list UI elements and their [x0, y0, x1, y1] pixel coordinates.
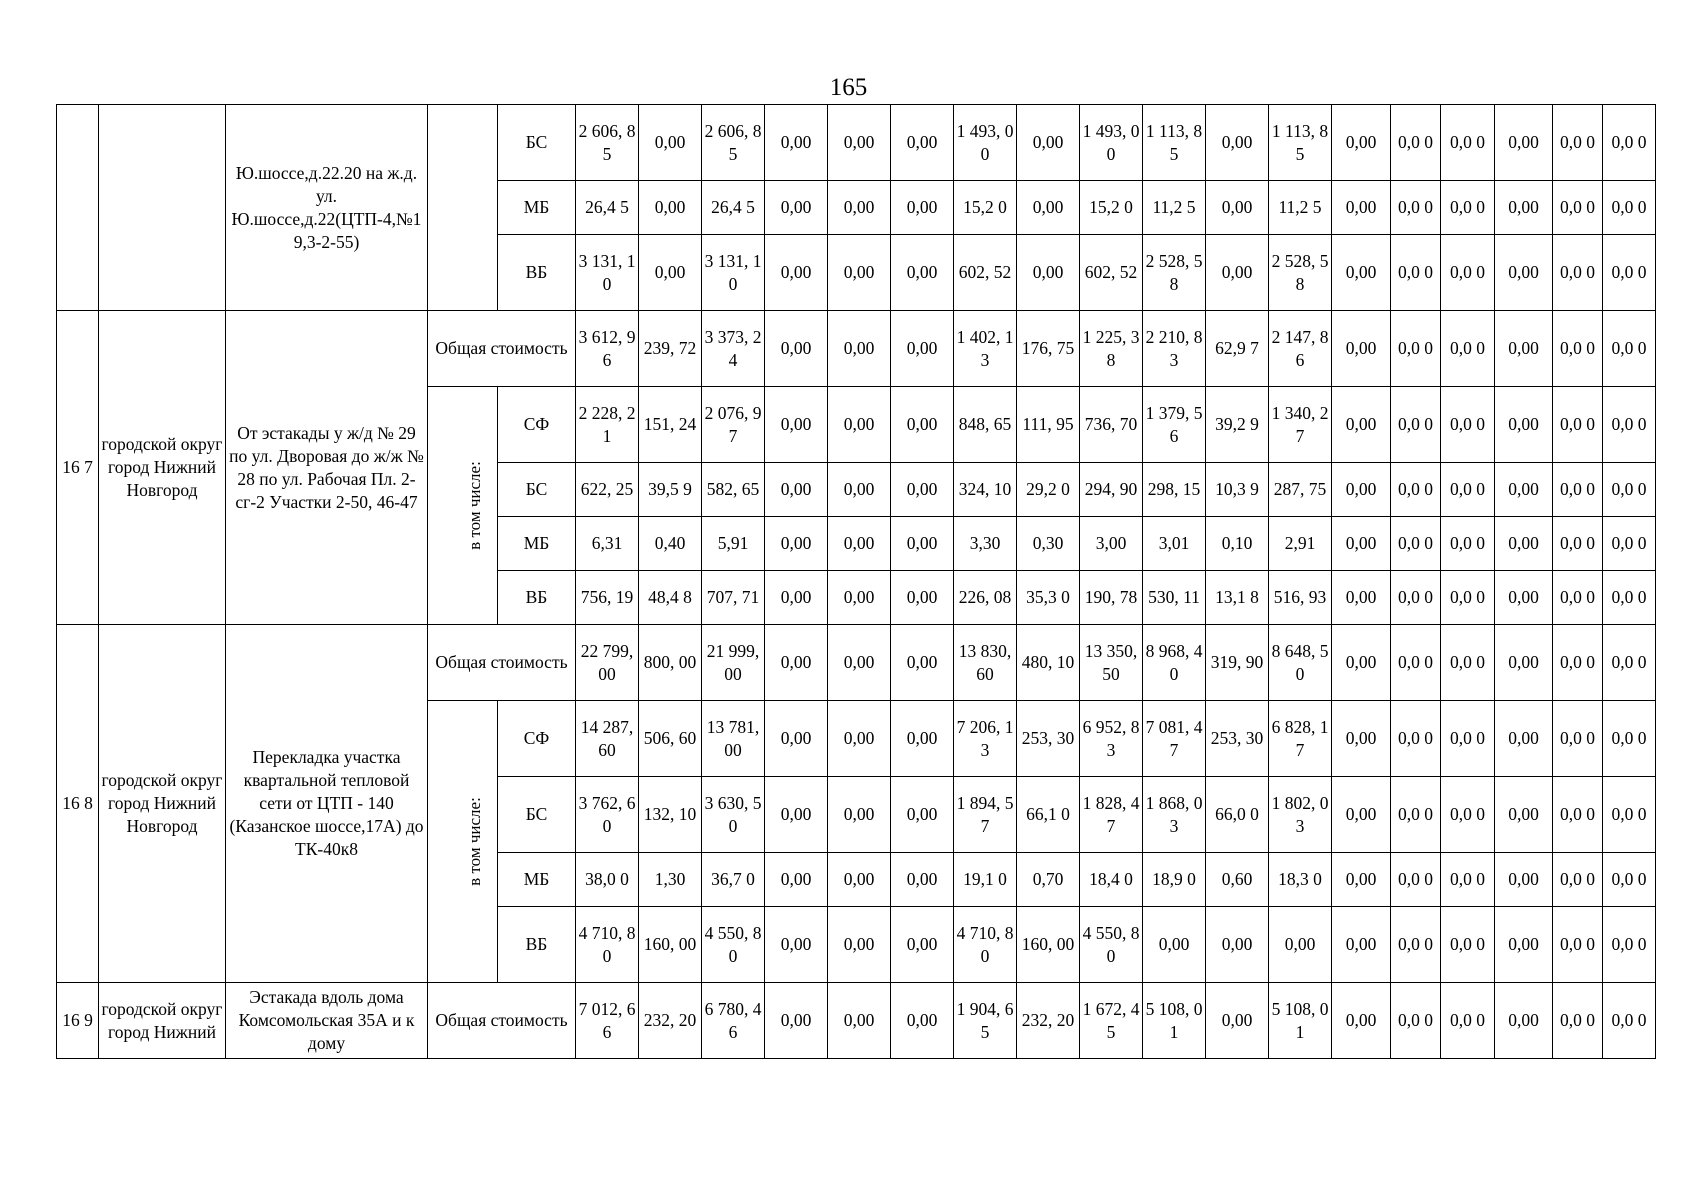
value-cell: 0,0 0: [1441, 387, 1495, 463]
value-cell: 0,00: [1332, 235, 1391, 311]
value-cell: 0,00: [1495, 983, 1553, 1059]
value-cell: 1 225, 38: [1080, 311, 1143, 387]
value-cell: 0,00: [1495, 777, 1553, 853]
value-cell: 3 762, 60: [576, 777, 639, 853]
value-cell: 298, 15: [1143, 463, 1206, 517]
value-cell: 707, 71: [702, 571, 765, 625]
value-cell: 0,60: [1206, 853, 1269, 907]
value-cell: 1 894, 57: [954, 777, 1017, 853]
value-cell: 39,2 9: [1206, 387, 1269, 463]
value-cell: 848, 65: [954, 387, 1017, 463]
value-cell: 0,00: [1332, 463, 1391, 517]
value-cell: 0,0 0: [1391, 853, 1441, 907]
value-cell: 1 113, 85: [1269, 105, 1332, 181]
value-cell: 0,0 0: [1553, 907, 1603, 983]
value-cell: 22 799, 00: [576, 625, 639, 701]
object-description: Эстакада вдоль дома Комсомольская 35А и к дому: [226, 983, 428, 1059]
value-cell: 0,0 0: [1603, 571, 1656, 625]
value-cell: 38,0 0: [576, 853, 639, 907]
value-cell: 160, 00: [639, 907, 702, 983]
value-cell: 0,0 0: [1391, 625, 1441, 701]
value-cell: 0,40: [639, 517, 702, 571]
value-cell: 132, 10: [639, 777, 702, 853]
value-cell: 0,0 0: [1603, 625, 1656, 701]
value-cell: 0,00: [1332, 311, 1391, 387]
value-cell: 0,00: [1495, 853, 1553, 907]
value-cell: 0,0 0: [1553, 105, 1603, 181]
value-cell: 0,0 0: [1603, 463, 1656, 517]
value-cell: 1,30: [639, 853, 702, 907]
value-cell: 530, 11: [1143, 571, 1206, 625]
value-cell: 0,0 0: [1553, 701, 1603, 777]
value-cell: 319, 90: [1206, 625, 1269, 701]
page-number: 165: [829, 74, 868, 101]
value-cell: 1 402, 13: [954, 311, 1017, 387]
value-cell: 0,0 0: [1441, 463, 1495, 517]
value-cell: 36,7 0: [702, 853, 765, 907]
value-cell: 13 781, 00: [702, 701, 765, 777]
total-label: Общая стоимость: [428, 983, 576, 1059]
funding-source: МБ: [498, 517, 576, 571]
value-cell: 0,0 0: [1391, 387, 1441, 463]
value-cell: 4 550, 80: [702, 907, 765, 983]
value-cell: 0,00: [765, 105, 828, 181]
value-cell: 0,0 0: [1391, 181, 1441, 235]
municipality-cell: городской округ город Нижний Новгород: [99, 625, 226, 983]
value-cell: 0,0 0: [1441, 517, 1495, 571]
value-cell: 1 868, 03: [1143, 777, 1206, 853]
value-cell: 0,00: [891, 701, 954, 777]
value-cell: 0,00: [1495, 387, 1553, 463]
value-cell: 294, 90: [1080, 463, 1143, 517]
value-cell: 0,00: [828, 181, 891, 235]
value-cell: 8 648, 50: [1269, 625, 1332, 701]
value-cell: 0,0 0: [1553, 235, 1603, 311]
value-cell: 1 802, 03: [1269, 777, 1332, 853]
value-cell: 0,0 0: [1441, 701, 1495, 777]
value-cell: 602, 52: [1080, 235, 1143, 311]
value-cell: 239, 72: [639, 311, 702, 387]
value-cell: 0,0 0: [1441, 235, 1495, 311]
value-cell: 0,0 0: [1391, 983, 1441, 1059]
value-cell: 3 131, 10: [702, 235, 765, 311]
value-cell: 287, 75: [1269, 463, 1332, 517]
table-row: [57, 983, 1656, 1059]
value-cell: 11,2 5: [1269, 181, 1332, 235]
value-cell: 1 379, 56: [1143, 387, 1206, 463]
value-cell: 0,00: [765, 907, 828, 983]
value-cell: 0,00: [1332, 181, 1391, 235]
value-cell: 3 630, 50: [702, 777, 765, 853]
value-cell: 0,00: [828, 701, 891, 777]
value-cell: 0,00: [1332, 983, 1391, 1059]
value-cell: 582, 65: [702, 463, 765, 517]
value-cell: 4 710, 80: [576, 907, 639, 983]
value-cell: 18,3 0: [1269, 853, 1332, 907]
value-cell: 0,00: [828, 571, 891, 625]
value-cell: 1 672, 45: [1080, 983, 1143, 1059]
value-cell: 19,1 0: [954, 853, 1017, 907]
value-cell: 480, 10: [1017, 625, 1080, 701]
total-label: Общая стоимость: [428, 625, 576, 701]
value-cell: 0,0 0: [1603, 907, 1656, 983]
value-cell: 7 012, 66: [576, 983, 639, 1059]
value-cell: 6 952, 83: [1080, 701, 1143, 777]
funding-source: МБ: [498, 181, 576, 235]
value-cell: 0,0 0: [1553, 571, 1603, 625]
value-cell: 2 210, 83: [1143, 311, 1206, 387]
value-cell: 0,00: [828, 517, 891, 571]
value-cell: 0,0 0: [1441, 105, 1495, 181]
value-cell: 0,00: [891, 907, 954, 983]
value-cell: 5 108, 01: [1269, 983, 1332, 1059]
municipality-cell: городской округ город Нижний Новгород: [99, 311, 226, 625]
value-cell: 21 999, 00: [702, 625, 765, 701]
value-cell: 0,00: [1495, 571, 1553, 625]
value-cell: 190, 78: [1080, 571, 1143, 625]
value-cell: 151, 24: [639, 387, 702, 463]
value-cell: 0,0 0: [1391, 463, 1441, 517]
value-cell: 18,4 0: [1080, 853, 1143, 907]
value-cell: 506, 60: [639, 701, 702, 777]
value-cell: 2 528, 58: [1269, 235, 1332, 311]
value-cell: 0,00: [1332, 571, 1391, 625]
value-cell: 0,0 0: [1553, 517, 1603, 571]
value-cell: 3 131, 10: [576, 235, 639, 311]
value-cell: 176, 75: [1017, 311, 1080, 387]
value-cell: 11,2 5: [1143, 181, 1206, 235]
object-description: Ю.шоссе,д.22.20 на ж.д. ул. Ю.шоссе,д.22(ЦТП-4,№19,3-2-55): [226, 105, 428, 311]
including-label: [428, 701, 498, 983]
value-cell: 0,00: [765, 853, 828, 907]
value-cell: 0,00: [828, 311, 891, 387]
value-cell: 0,00: [639, 105, 702, 181]
value-cell: 13 350, 50: [1080, 625, 1143, 701]
value-cell: 0,00: [1332, 387, 1391, 463]
value-cell: 0,00: [1332, 907, 1391, 983]
row-number: 16 9: [57, 983, 99, 1059]
value-cell: 0,00: [891, 853, 954, 907]
value-cell: 6 828, 17: [1269, 701, 1332, 777]
value-cell: 0,0 0: [1603, 983, 1656, 1059]
value-cell: 0,00: [1269, 907, 1332, 983]
municipality-cell: городской округ город Нижний: [99, 983, 226, 1059]
value-cell: 0,0 0: [1391, 571, 1441, 625]
value-cell: 0,00: [765, 463, 828, 517]
value-cell: 0,00: [765, 571, 828, 625]
value-cell: 0,0 0: [1441, 777, 1495, 853]
municipality-cell: [99, 105, 226, 311]
value-cell: 0,00: [828, 105, 891, 181]
value-cell: 0,00: [1495, 701, 1553, 777]
value-cell: 0,00: [828, 983, 891, 1059]
value-cell: 0,00: [891, 571, 954, 625]
including-label-text: в том числе:: [464, 461, 484, 550]
value-cell: 6,31: [576, 517, 639, 571]
including-label: [428, 387, 498, 625]
value-cell: 0,0 0: [1441, 571, 1495, 625]
object-description: От эстакады у ж/д № 29 по ул. Дворовая до ж/ж № 28 по ул. Рабочая Пл. 2-сг-2 Участки 2-50, 46-47: [226, 311, 428, 625]
value-cell: 160, 00: [1017, 907, 1080, 983]
table-row: [57, 311, 1656, 387]
value-cell: 0,0 0: [1391, 105, 1441, 181]
value-cell: 6 780, 46: [702, 983, 765, 1059]
value-cell: 2 076, 97: [702, 387, 765, 463]
value-cell: 0,00: [828, 235, 891, 311]
value-cell: 0,0 0: [1553, 853, 1603, 907]
value-cell: 232, 20: [1017, 983, 1080, 1059]
value-cell: 0,0 0: [1553, 625, 1603, 701]
value-cell: 0,00: [639, 181, 702, 235]
value-cell: 0,00: [765, 181, 828, 235]
value-cell: 3,01: [1143, 517, 1206, 571]
value-cell: 0,00: [1332, 777, 1391, 853]
funding-source: СФ: [498, 701, 576, 777]
value-cell: 66,0 0: [1206, 777, 1269, 853]
value-cell: 35,3 0: [1017, 571, 1080, 625]
value-cell: 2 228, 21: [576, 387, 639, 463]
value-cell: 0,0 0: [1391, 701, 1441, 777]
value-cell: 0,0 0: [1441, 625, 1495, 701]
budget-table: [56, 104, 1656, 1059]
value-cell: 0,0 0: [1603, 181, 1656, 235]
value-cell: 0,00: [891, 235, 954, 311]
value-cell: 0,0 0: [1553, 387, 1603, 463]
value-cell: 0,00: [1017, 105, 1080, 181]
value-cell: 48,4 8: [639, 571, 702, 625]
value-cell: 0,00: [1495, 907, 1553, 983]
value-cell: 0,00: [765, 311, 828, 387]
value-cell: 0,00: [891, 387, 954, 463]
value-cell: 0,0 0: [1603, 777, 1656, 853]
value-cell: 0,00: [1206, 181, 1269, 235]
value-cell: 0,0 0: [1441, 181, 1495, 235]
value-cell: 0,00: [1495, 463, 1553, 517]
value-cell: 14 287, 60: [576, 701, 639, 777]
value-cell: 7 206, 13: [954, 701, 1017, 777]
value-cell: 0,00: [1495, 105, 1553, 181]
value-cell: 0,30: [1017, 517, 1080, 571]
value-cell: 0,00: [1143, 907, 1206, 983]
value-cell: 0,0 0: [1603, 517, 1656, 571]
value-cell: 1 493, 00: [954, 105, 1017, 181]
value-cell: 800, 00: [639, 625, 702, 701]
value-cell: 0,0 0: [1441, 853, 1495, 907]
value-cell: 4 550, 80: [1080, 907, 1143, 983]
row-number: [57, 105, 99, 311]
value-cell: 0,00: [1017, 235, 1080, 311]
value-cell: 7 081, 47: [1143, 701, 1206, 777]
value-cell: 0,10: [1206, 517, 1269, 571]
value-cell: 3 612, 96: [576, 311, 639, 387]
total-label: Общая стоимость: [428, 311, 576, 387]
value-cell: 18,9 0: [1143, 853, 1206, 907]
value-cell: 0,00: [891, 181, 954, 235]
value-cell: 29,2 0: [1017, 463, 1080, 517]
funding-source: ВБ: [498, 571, 576, 625]
table-row: [57, 625, 1656, 701]
value-cell: 622, 25: [576, 463, 639, 517]
value-cell: 0,0 0: [1603, 311, 1656, 387]
value-cell: 3 373, 24: [702, 311, 765, 387]
value-cell: 0,00: [891, 105, 954, 181]
value-cell: 0,0 0: [1441, 983, 1495, 1059]
value-cell: 0,0 0: [1391, 235, 1441, 311]
value-cell: 0,0 0: [1603, 235, 1656, 311]
value-cell: 10,3 9: [1206, 463, 1269, 517]
value-cell: 1 340, 27: [1269, 387, 1332, 463]
value-cell: 0,00: [891, 311, 954, 387]
value-cell: 0,00: [891, 625, 954, 701]
value-cell: 2,91: [1269, 517, 1332, 571]
value-cell: 8 968, 40: [1143, 625, 1206, 701]
value-cell: 0,00: [828, 387, 891, 463]
value-cell: 0,00: [1495, 235, 1553, 311]
value-cell: 0,00: [765, 777, 828, 853]
value-cell: 0,00: [1206, 907, 1269, 983]
value-cell: 0,00: [828, 853, 891, 907]
value-cell: 0,00: [1495, 517, 1553, 571]
value-cell: 756, 19: [576, 571, 639, 625]
value-cell: 0,00: [765, 701, 828, 777]
value-cell: 0,0 0: [1553, 181, 1603, 235]
value-cell: 0,00: [891, 983, 954, 1059]
value-cell: 0,0 0: [1391, 907, 1441, 983]
value-cell: 4 710, 80: [954, 907, 1017, 983]
value-cell: 516, 93: [1269, 571, 1332, 625]
object-description: Перекладка участка квартальной тепловой сети от ЦТП - 140 (Казанское шоссе,17А) до ТК-40к8: [226, 625, 428, 983]
row-number: 16 7: [57, 311, 99, 625]
value-cell: 5 108, 01: [1143, 983, 1206, 1059]
value-cell: 39,5 9: [639, 463, 702, 517]
value-cell: 2 147, 86: [1269, 311, 1332, 387]
value-cell: 0,0 0: [1553, 983, 1603, 1059]
value-cell: 15,2 0: [1080, 181, 1143, 235]
value-cell: 0,0 0: [1391, 517, 1441, 571]
value-cell: 0,00: [828, 777, 891, 853]
value-cell: 0,00: [828, 463, 891, 517]
value-cell: 0,00: [765, 517, 828, 571]
value-cell: 0,00: [765, 235, 828, 311]
value-cell: 602, 52: [954, 235, 1017, 311]
value-cell: 0,00: [1332, 105, 1391, 181]
value-cell: 0,00: [765, 387, 828, 463]
value-cell: 15,2 0: [954, 181, 1017, 235]
value-cell: 0,00: [1495, 181, 1553, 235]
value-cell: 5,91: [702, 517, 765, 571]
value-cell: 2 528, 58: [1143, 235, 1206, 311]
value-cell: 0,0 0: [1391, 311, 1441, 387]
value-cell: 0,00: [1017, 181, 1080, 235]
value-cell: 0,0 0: [1553, 311, 1603, 387]
value-cell: 0,0 0: [1441, 311, 1495, 387]
value-cell: 0,00: [891, 463, 954, 517]
value-cell: 226, 08: [954, 571, 1017, 625]
value-cell: 0,00: [1332, 625, 1391, 701]
funding-source: БС: [498, 105, 576, 181]
value-cell: 0,0 0: [1603, 105, 1656, 181]
value-cell: 2 606, 85: [576, 105, 639, 181]
value-cell: 0,70: [1017, 853, 1080, 907]
value-cell: 0,00: [765, 983, 828, 1059]
value-cell: 0,0 0: [1391, 777, 1441, 853]
value-cell: 3,30: [954, 517, 1017, 571]
value-cell: 0,00: [1332, 853, 1391, 907]
value-cell: 0,0 0: [1603, 853, 1656, 907]
value-cell: 0,00: [891, 517, 954, 571]
including-label: [428, 105, 498, 311]
value-cell: 0,00: [828, 907, 891, 983]
value-cell: 0,00: [1206, 983, 1269, 1059]
value-cell: 13,1 8: [1206, 571, 1269, 625]
funding-source: ВБ: [498, 235, 576, 311]
value-cell: 0,00: [828, 625, 891, 701]
value-cell: 0,00: [1332, 517, 1391, 571]
value-cell: 26,4 5: [576, 181, 639, 235]
value-cell: 0,00: [891, 777, 954, 853]
funding-source: ВБ: [498, 907, 576, 983]
value-cell: 324, 10: [954, 463, 1017, 517]
funding-source: МБ: [498, 853, 576, 907]
value-cell: 0,00: [1495, 311, 1553, 387]
funding-source: БС: [498, 777, 576, 853]
value-cell: 0,0 0: [1603, 701, 1656, 777]
value-cell: 0,0 0: [1441, 907, 1495, 983]
value-cell: 13 830, 60: [954, 625, 1017, 701]
row-number: 16 8: [57, 625, 99, 983]
value-cell: 0,0 0: [1553, 463, 1603, 517]
value-cell: 1 828, 47: [1080, 777, 1143, 853]
value-cell: 2 606, 85: [702, 105, 765, 181]
including-label-text: в том числе:: [464, 797, 484, 886]
value-cell: 0,00: [1206, 105, 1269, 181]
value-cell: 0,00: [639, 235, 702, 311]
value-cell: 0,00: [1495, 625, 1553, 701]
value-cell: 0,00: [1206, 235, 1269, 311]
value-cell: 1 493, 00: [1080, 105, 1143, 181]
value-cell: 66,1 0: [1017, 777, 1080, 853]
value-cell: 3,00: [1080, 517, 1143, 571]
value-cell: 62,9 7: [1206, 311, 1269, 387]
value-cell: 0,00: [1332, 701, 1391, 777]
value-cell: 26,4 5: [702, 181, 765, 235]
funding-source: БС: [498, 463, 576, 517]
value-cell: 0,0 0: [1603, 387, 1656, 463]
funding-source: СФ: [498, 387, 576, 463]
value-cell: 736, 70: [1080, 387, 1143, 463]
value-cell: 253, 30: [1017, 701, 1080, 777]
value-cell: 0,00: [765, 625, 828, 701]
value-cell: 0,0 0: [1553, 777, 1603, 853]
value-cell: 111, 95: [1017, 387, 1080, 463]
value-cell: 1 904, 65: [954, 983, 1017, 1059]
value-cell: 1 113, 85: [1143, 105, 1206, 181]
value-cell: 232, 20: [639, 983, 702, 1059]
table-row: [57, 105, 1656, 181]
value-cell: 253, 30: [1206, 701, 1269, 777]
